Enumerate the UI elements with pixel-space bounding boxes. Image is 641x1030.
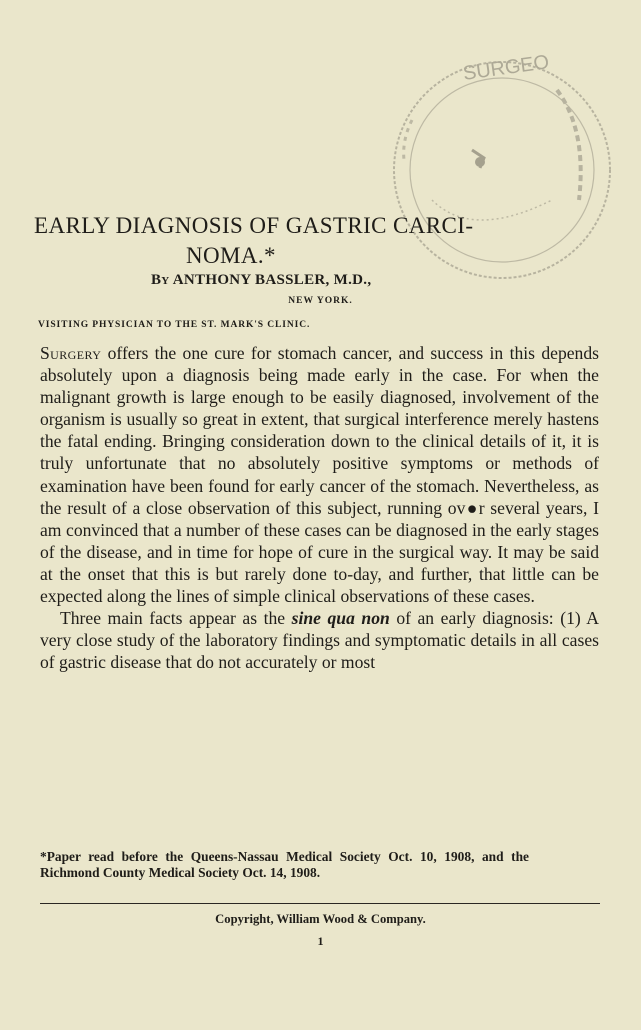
latin-phrase: sine qua non: [291, 608, 390, 629]
copyright-notice: Copyright, William Wood & Company.: [215, 912, 426, 926]
paragraph-1-text: offers the one cure for stomach cancer, and success in this depends absolutely upon a diagnosis being made early in the case. For when the malignant growth is large enough to be easily diagnosed, involvement of the organism is usually so great in extent, that surgical interference merely hastens the fatal ending. Bringing consideration down to the clinical details of it, it is truly unfortunate that no absolutely positive symptoms or methods of examination have been found for early cancer of the stomach. Nevertheless, as the result of a close observation of this subject, running ov●r several years, I am convinced that a number of these cases can be diagnosed in the early stages of the disease, and in time for hope of cure in the surgical way. It may be said at the onset that this is but rarely done to-day, and further, that little can be expected along the lines of simple clinical observations of these cases.: [40, 343, 599, 607]
paragraph-1: [40, 342, 599, 607]
paragraph-2-start: Three main facts appear as the: [60, 608, 292, 629]
paragraph-2-end: of an early diagnosis: (1) A very close study of the laboratory findings and symptomatic details in all cases of gastric disease that do not accurately or most: [40, 608, 599, 673]
title-line-2: NOMA.*: [186, 243, 276, 268]
paragraph-2: [40, 607, 599, 673]
article-title: [34, 211, 594, 271]
paragraph-lead-word: Surgery: [40, 343, 102, 363]
article-body: [40, 342, 599, 673]
byline: [151, 272, 371, 289]
stamp-text: SURGEO: [461, 51, 551, 85]
byline-prefix: By: [151, 272, 170, 288]
author-name: ANTHONY BASSLER, M.D.,: [172, 272, 372, 288]
author-city: NEW YORK.: [288, 296, 353, 306]
title-line-1: EARLY DIAGNOSIS OF GASTRIC CARCI-: [34, 213, 474, 238]
author-affiliation: VISITING PHYSICIAN TO THE ST. MARK'S CLINIC.: [38, 320, 311, 330]
divider: [40, 903, 600, 904]
page-number: 1: [317, 934, 324, 948]
footnote: *Paper read before the Queens-Nassau Medical Society Oct. 10, 1908, and the Richmond County Medical Society Oct. 14, 1908.: [40, 849, 529, 880]
